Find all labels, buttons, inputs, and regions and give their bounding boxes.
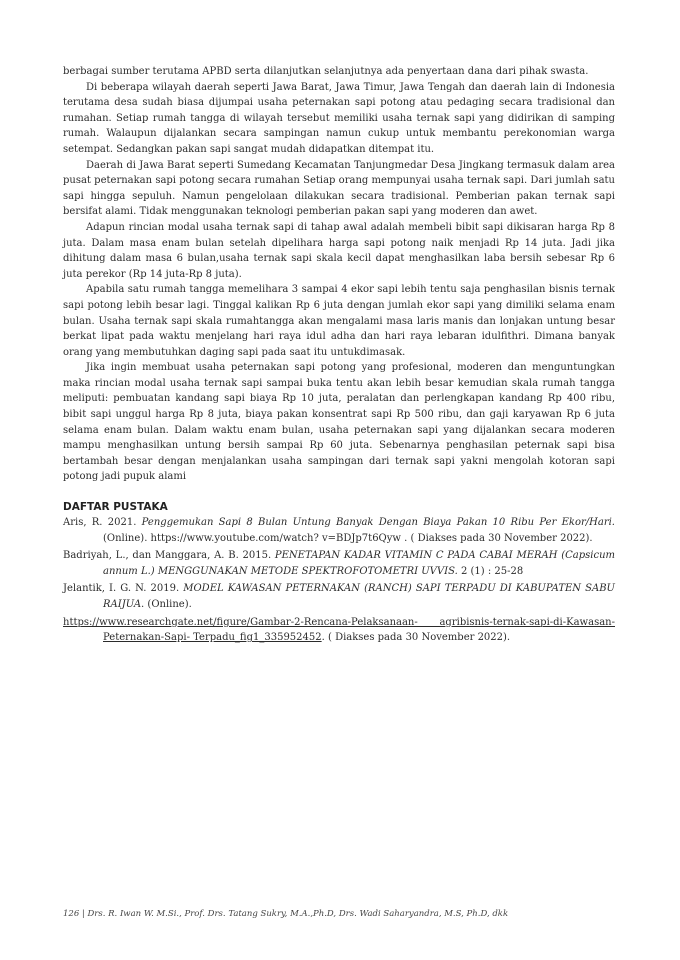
reference-item [63,581,615,612]
reference-title: MODEL KAWASAN PETERNAKAN (RANCH) SAPI TERPADU DI KABUPATEN SABU RAIJUA. [103,583,615,610]
reference-link[interactable]: https://www.researchgate.net/figure/Gambar-2-Rencana-Pelaksanaan- agribisnis-ternak-sapi-di-Kawasan-Peternakan-Sapi- Terpadu_fig1_335952452 [63,616,615,644]
reference-title: Penggemukan Sapi 8 Bulan Untung Banyak Dengan Biaya Pakan 10 Ribu Per Ekor/Hari. [141,517,615,529]
references-heading: DAFTAR PUSTAKA [63,501,168,514]
reference-item [63,515,615,546]
paragraph-capital: Adapun rincian modal usaha ternak sapi di tahap awal adalah membeli bibit sapi dikisaran harga Rp 8 juta. Dalam masa enam bulan setelah dipelihara harga sapi potong naik menjadi Rp 14 juta. Jadi jika dihitung dalam masa 6 bulan,usaha ternak sapi skala kecil dapat menghasilkan laba bersih sebesar Rp 6 juta perekor (Rp 14 juta-Rp 8 juta). [63,221,615,280]
reference-item [63,615,615,646]
reference-author: Aris, R. 2021. [63,517,137,529]
reference-source: . ( Diakses pada 30 November 2022). [321,632,511,644]
paragraph-regions: Di beberapa wilayah daerah seperti Jawa Barat, Jawa Timur, Jawa Tengah dan daerah lain di Indonesia terutama desa sudah biasa dijumpai usaha peternakan sapi potong atau pedaging secara tradisional dan rumahan. Setiap rumah tangga di wilayah tersebut memiliki usaha ternak sapi yang didirikan di samping rumah. Walaupun dijalankan secara sampingan namun cukup untuk membantu perekonomian warga setempat. Sedangkan pakan sapi sangat mudah didapatkan ditempat itu. [63,81,615,155]
paragraph-household: Apabila satu rumah tangga memelihara 3 sampai 4 ekor sapi lebih tentu saja penghasilan bisnis ternak sapi potong lebih besar lagi. Tinggal kalikan Rp 6 juta dengan jumlah ekor sapi yang dimiliki selama enam bulan. Usaha ternak sapi skala rumahtangga akan mengalami masa laris manis dan lonjakan untung besar berkat lipat pada waktu menjelang hari raya idul adha dan hari raya lebaran idulfithri. Dimana banyak orang yang membutuhkan daging sapi pada saat itu untukdimasak. [63,284,615,358]
reference-item [63,548,615,579]
reference-source: (Online). https://www.youtube.com/watch? v=BDJp7t6Qyw . ( Diakses pada 30 November 2022). [103,532,593,544]
paragraph-professional: Jika ingin membuat usaha peternakan sapi potong yang profesional, moderen dan menguntungkan maka rincian modal usaha ternak sapi sampai buka tentu akan lebih besar kemudian skala rumah tangga meliputi: pembuatan kandang sapi biaya Rp 10 juta, peralatan dan perlengkapan kandang Rp 400 ribu, bibit sapi unggul harga Rp 8 juta, biaya pakan konsentrat sapi Rp 500 ribu, dan gaji karyawan Rp 6 juta selama enam bulan. Dalam waktu enam bulan, usaha peternakan sapi yang dijalankan secara moderen mampu menghasilkan untung bersih sampai Rp 60 juta. Sebenarnya penghasilan peternak sapi bisa bertambah besar dengan menjalankan usaha sampingan dari ternak sapi yakni mengolah kotoran sapi potong jadi pupuk alami [63,362,615,483]
reference-source: (Online). [147,599,192,610]
reference-source: 2 (1) : 25-28 [460,565,524,577]
paragraph-continuation: berbagai sumber terutama APBD serta dilanjutkan selanjutnya ada penyertaan dana dari pihak swasta. [63,66,589,77]
reference-author: Badriyah, L., dan Manggara, A. B. 2015. [63,550,272,562]
reference-title: PENETAPAN KADAR VITAMIN C PADA CABAI MERAH (Capsicum annum L.) MENGGUNAKAN METODE SPEKTROFOTOMETRI UVVIS. [103,550,615,577]
paragraph-sumedang: Daerah di Jawa Barat seperti Sumedang Kecamatan Tanjungmedar Desa Jingkang termasuk dalam area pusat peternakan sapi potong secara rumahan Setiap orang mempunyai usaha ternak sapi. Dari jumlah satu sapi hingga sepuluh. Namun pengelolaan dilakukan secara tradisional. Pemberian pakan ternak sapi bersifat alami. Tidak menggunakan teknologi pemberian pakan sapi yang moderen dan awet. [63,159,615,218]
page-content [63,64,615,648]
page-footer: 126 | Drs. R. Iwan W. M.Si., Prof. Drs. Tatang Sukry, M.A.,Ph.D, Drs. Wadi Saharyandra, M.S, Ph.D, dkk [63,909,509,919]
reference-author: Jelantik, I. G. N. 2019. [63,583,180,595]
